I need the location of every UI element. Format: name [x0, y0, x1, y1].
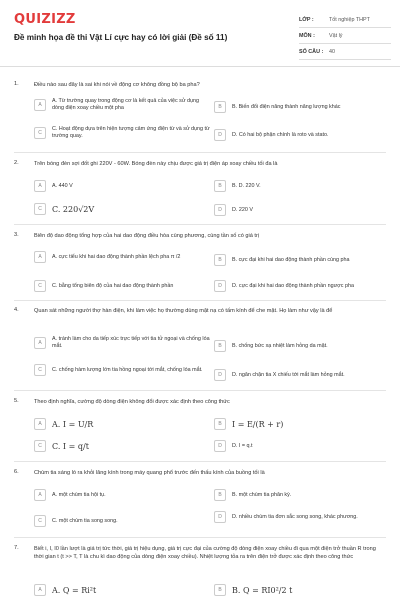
option-b[interactable]	[214, 180, 392, 192]
option-badge: D	[214, 369, 226, 381]
option-text: D. nhiều chùm tia đơn sắc song song, khác phương.	[232, 513, 358, 520]
option-text: A. một chùm tia hội tụ.	[52, 491, 106, 498]
question-text: Theo định nghĩa, cường độ dòng điện không đổi được xác định theo công thức	[34, 399, 230, 405]
option-badge: D	[214, 440, 226, 452]
meta-value: 40	[329, 48, 335, 55]
option-a[interactable]	[34, 251, 212, 263]
question-text: Trên bóng đèn sợi đốt ghi 220V - 60W. Bóng đèn này chịu được giá trị điện áp xoay chiều tối đa là	[34, 161, 278, 167]
option-badge: B	[214, 101, 226, 113]
option-badge: A	[34, 180, 46, 192]
question-divider	[14, 537, 386, 538]
question-text: Quan sát những người thợ hàn điện, khi làm việc họ thường dùng mặt nạ có tấm kính để che mặt. Họ làm như vậy là để	[34, 308, 333, 314]
option-a[interactable]	[34, 98, 212, 112]
option-badge: A	[34, 489, 46, 501]
option-text: A. I = U/R	[52, 419, 94, 429]
quizizz-logo: QUIZIZZ	[14, 12, 76, 27]
question-text: Chùm tia sáng ló ra khỏi lăng kính trong máy quang phổ trước đến thấu kính của buồng tối là	[34, 470, 265, 476]
option-d[interactable]	[214, 369, 392, 381]
option-c[interactable]	[34, 364, 212, 376]
option-text: B. cực đại khi hai dao động thành phần cùng pha	[232, 256, 350, 263]
meta-table	[299, 12, 391, 60]
option-d[interactable]	[214, 204, 392, 216]
meta-row-count	[299, 44, 391, 60]
question-text: Biết i, I, I0 lần lượt là giá trị tức thời, giá trị hiệu dụng, giá trị cực đại của cường độ dòng điện xoay chiều đi qua một điện trở thuần R trong thời gian t (t >> T, T là chu kì dao động của dòng điện xoay chiều). Nhiệt lượng tỏa ra trên điện trở được xác định theo công thức	[34, 546, 376, 560]
option-text: D. Có hai bộ phận chính là roto và stato.	[232, 131, 329, 138]
option-badge: C	[34, 515, 46, 527]
question-divider	[14, 224, 386, 225]
option-badge: B	[214, 584, 226, 596]
option-badge: C	[34, 364, 46, 376]
meta-value: Vật lý	[329, 32, 343, 39]
option-badge: C	[34, 203, 46, 215]
option-badge: D	[214, 280, 226, 292]
option-text: D. I = q.t	[232, 442, 253, 449]
option-badge: C	[34, 127, 46, 139]
option-text: A. tránh làm cho da tiếp xúc trực tiếp với tia tử ngoại và chống lóa mắt.	[52, 336, 210, 349]
option-badge: A	[34, 99, 46, 111]
meta-row-class	[299, 12, 391, 28]
option-badge: B	[214, 340, 226, 352]
option-badge: A	[34, 418, 46, 430]
option-badge: B	[214, 180, 226, 192]
option-text: B. Q = RI0²/2 t	[232, 585, 293, 595]
option-d[interactable]	[214, 129, 392, 141]
question-number: 1.	[14, 81, 19, 87]
option-badge: D	[214, 511, 226, 523]
option-text: A. Từ trường quay trong động cơ là kết quả của việc sử dụng dòng điện xoay chiều một pha	[52, 98, 199, 111]
option-text: I = E/(R + r)	[232, 419, 284, 429]
option-badge: B	[214, 418, 226, 430]
option-d[interactable]	[214, 511, 392, 523]
question-number: 4.	[14, 307, 19, 313]
option-a[interactable]	[34, 584, 212, 596]
option-badge: B	[214, 254, 226, 266]
question-divider	[14, 300, 386, 301]
question-divider	[14, 461, 386, 462]
option-b[interactable]	[214, 584, 392, 596]
option-b[interactable]	[214, 101, 392, 113]
option-badge: B	[214, 489, 226, 501]
question-divider	[14, 390, 386, 391]
meta-key: MÔN :	[299, 32, 315, 39]
question-number: 5.	[14, 398, 19, 404]
option-a[interactable]	[34, 489, 212, 501]
question-number: 6.	[14, 469, 19, 475]
meta-key: LỚP :	[299, 16, 314, 23]
option-badge: C	[34, 440, 46, 452]
option-b[interactable]	[214, 489, 392, 501]
option-text: A. cực tiểu khi hai dao động thành phần lệch pha π /2	[52, 253, 181, 260]
meta-value: Tốt nghiệp THPT	[329, 16, 370, 23]
question-text: Biên độ dao động tổng hợp của hai dao động điều hòa cùng phương, cùng tần số có giá trị	[34, 233, 260, 239]
option-text: B. một chùm tia phân kỳ.	[232, 491, 292, 498]
question-divider	[14, 152, 386, 153]
option-text: A. 440 V	[52, 182, 73, 189]
meta-row-subject	[299, 28, 391, 44]
option-text: B. Biến đổi điện năng thành năng lượng khác	[232, 103, 341, 110]
question-number: 7.	[14, 545, 19, 551]
option-text: D. ngăn chặn tia X chiếu tới mắt làm hỏng mắt.	[232, 371, 345, 378]
option-c[interactable]	[34, 515, 212, 527]
option-text: B. D. 220 V.	[232, 182, 261, 189]
option-text: A. Q = Ri²t	[52, 585, 97, 595]
option-text: C. bằng tổng biên độ của hai dao động thành phần	[52, 282, 174, 289]
option-c[interactable]	[34, 280, 212, 292]
option-b[interactable]	[214, 418, 392, 430]
option-text: C. chống hàm lượng lớn tia hồng ngoại tới mắt, chống lóa mắt.	[52, 366, 203, 373]
option-badge: D	[214, 129, 226, 141]
option-text: C. I = q/t	[52, 441, 89, 451]
option-badge: C	[34, 280, 46, 292]
option-badge: A	[34, 584, 46, 596]
page-title: Đề minh họa đề thi Vật Lí cực hay có lời giải (Đề số 11)	[14, 33, 228, 42]
option-text: D. 220 V	[232, 206, 253, 213]
question-text: Điều nào sau đây là sai khi nói về động cơ không đồng bộ ba pha?	[34, 82, 200, 88]
option-a[interactable]	[34, 418, 212, 430]
option-a[interactable]	[34, 336, 212, 350]
option-text: C. 220√2V	[52, 204, 95, 214]
option-c[interactable]	[34, 203, 212, 215]
question-number: 2.	[14, 160, 19, 166]
option-c[interactable]	[34, 440, 212, 452]
option-badge: A	[34, 337, 46, 349]
worksheet-header	[0, 0, 400, 67]
option-text: B. chống bức xạ nhiệt làm hỏng da mặt.	[232, 342, 328, 349]
option-text: D. cực đại khi hai dao động thành phần ngược pha	[232, 282, 354, 289]
question-number: 3.	[14, 232, 19, 238]
option-badge: D	[214, 204, 226, 216]
option-text: C. Hoạt động dựa trên hiện tượng cảm ứng điện từ và sử dụng từ trường quay.	[52, 126, 210, 139]
option-d[interactable]	[214, 440, 392, 452]
option-b[interactable]	[214, 340, 392, 352]
option-c[interactable]	[34, 126, 212, 140]
option-b[interactable]	[214, 254, 392, 266]
option-d[interactable]	[214, 280, 392, 292]
meta-key: SỐ CÂU :	[299, 48, 324, 55]
option-text: C. một chùm tia song song.	[52, 517, 118, 524]
option-badge: A	[34, 251, 46, 263]
option-a[interactable]	[34, 180, 212, 192]
